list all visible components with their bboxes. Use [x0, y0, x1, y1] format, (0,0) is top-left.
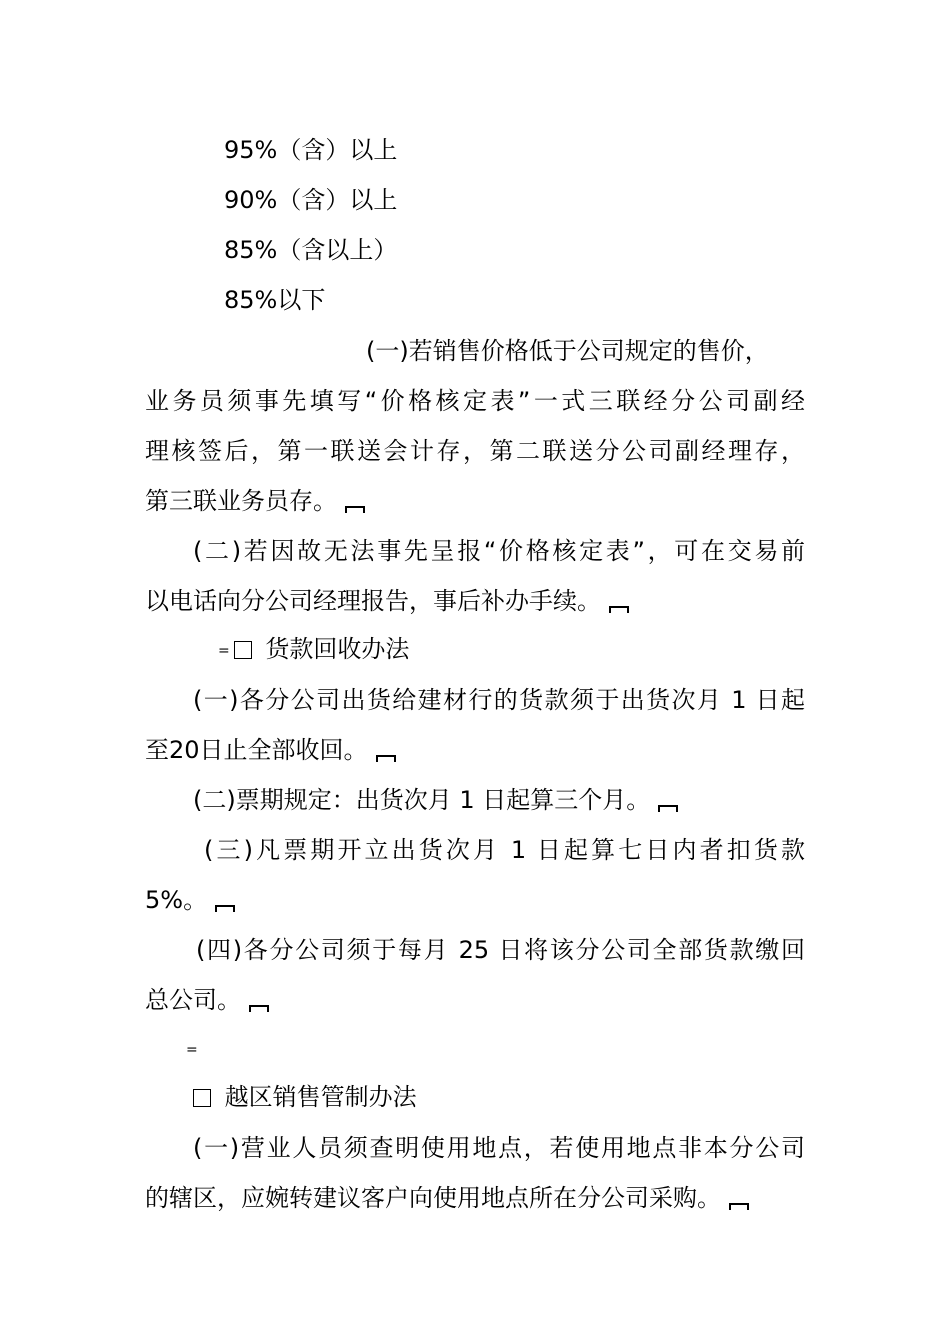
paragraph-mark [729, 1203, 749, 1210]
price-p1-line2: 业务员须事先填写“价格核定表”一式三联经分公司副经 [145, 387, 805, 415]
cross-equals-mark: = [186, 1042, 198, 1058]
checkbox-icon [193, 1089, 211, 1107]
checkbox-icon [234, 641, 252, 659]
price-p1-line1: (一)若销售价格低于公司规定的售价， [366, 337, 769, 365]
paragraph-mark [345, 506, 365, 513]
cross-i1-line2: 的辖区，应婉转建议客户向使用地点所在分公司采购。 [145, 1183, 749, 1213]
price-p2-line1: (二)若因故无法事先呈报“价格核定表”，可在交易前 [193, 537, 805, 565]
tier-1: 95%（含）以上 [224, 136, 398, 164]
price-p1-line4: 第三联业务员存。 [145, 486, 365, 516]
price-p1-line3: 理核签后，第一联送会计存，第二联送分公司副经理存， [145, 437, 805, 465]
cross-heading: 越区销售管制办法 [193, 1082, 417, 1112]
collection-i1-line1: (一)各分公司出货给建材行的货款须于出货次月 1 日起 [193, 686, 805, 714]
collection-i2: (二)票期规定：出货次月 1 日起算三个月。 [193, 785, 678, 815]
price-p2-line2: 以电话向分公司经理报告，事后补办手续。 [145, 586, 629, 616]
paragraph-mark [609, 606, 629, 613]
collection-i3-line1: (三)凡票期开立出货次月 1 日起算七日内者扣货款 [204, 836, 805, 864]
collection-i4-line2: 总公司。 [145, 985, 269, 1015]
paragraph-mark [376, 755, 396, 762]
paragraph-mark [658, 805, 678, 812]
tier-3: 85%（含以上） [224, 236, 398, 264]
equals-mark: = [218, 643, 230, 659]
paragraph-mark [249, 1005, 269, 1012]
paragraph-mark [215, 905, 235, 912]
cross-i1-line1: (一)营业人员须查明使用地点，若使用地点非本分公司 [193, 1134, 805, 1162]
collection-i3-line2: 5%。 [145, 885, 235, 915]
tier-4: 85%以下 [224, 286, 326, 314]
collection-i4-line1: (四)各分公司须于每月 25 日将该分公司全部货款缴回 [196, 936, 805, 964]
collection-heading: = 货款回收办法 [218, 635, 410, 663]
collection-i1-line2: 至20日止全部收回。 [145, 735, 396, 765]
tier-2: 90%（含）以上 [224, 186, 398, 214]
